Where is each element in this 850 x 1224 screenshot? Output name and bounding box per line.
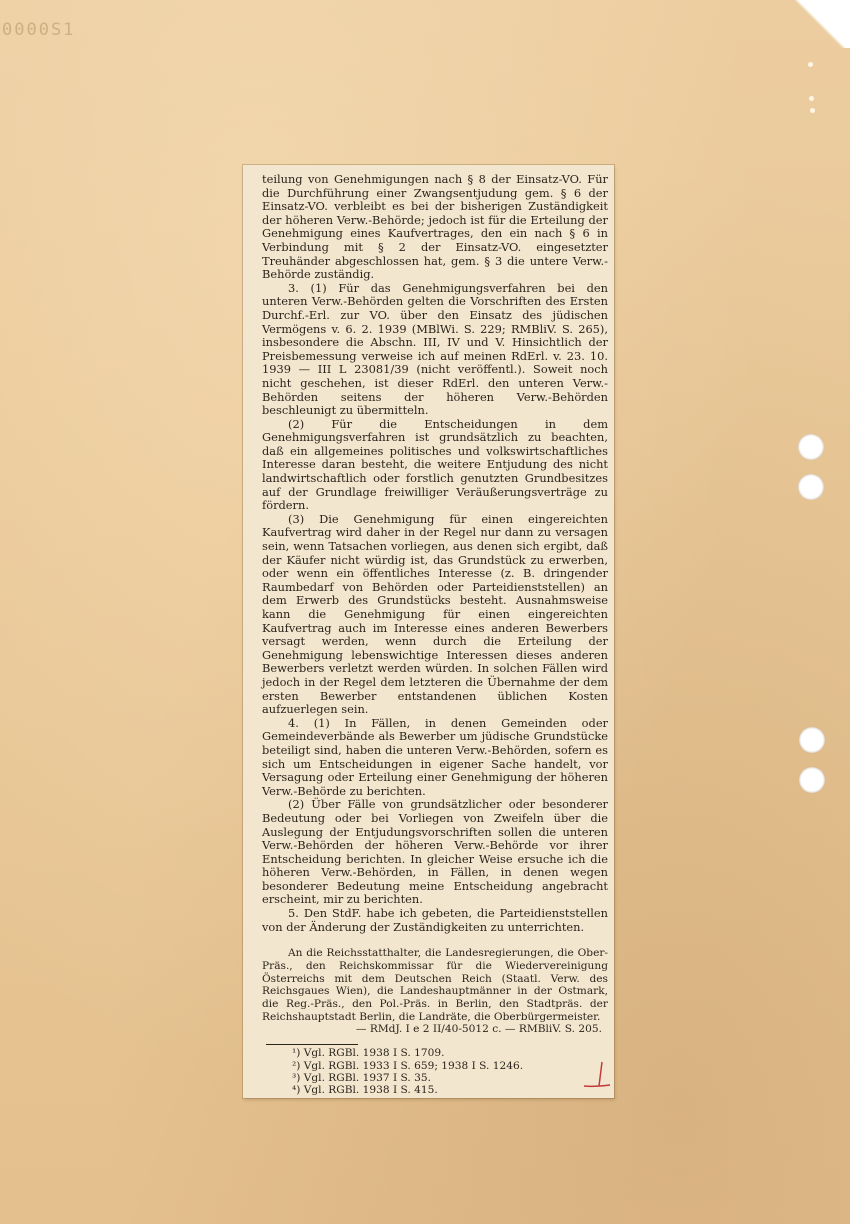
paragraph: (2) Für die Entscheidungen in dem Genehmigungsverfahren ist grundsätzlich zu beachten, daß ein allgemeines politisches und volkswirtschaftliches Interesse daran besteht, die weitere Entjudung des nicht landwirtschaftlich oder forstlich genutzten Grundbesitzes auf der Grundlage freiwilliger Veräußerungsverträge zu fördern. [262, 416, 608, 513]
footnote: ³) Vgl. RGBl. 1937 I S. 35. [292, 1071, 431, 1084]
footnote: ⁴) Vgl. RGBl. 1938 I S. 415. [292, 1084, 438, 1097]
pin-hole [808, 62, 813, 67]
clipping-text [262, 173, 608, 1097]
paragraph: 3. (1) Für das Genehmigungsverfahren bei den unteren Verw.-Behörden gelten die Vorschriften des Ersten Durchf.-Erl. zur VO. über den Einsatz des jüdischen Vermögens v. 6. 2. 1939 (MBlWi. S. 229; RMBliV. S. 265), insbesondere die Abschn. III, IV und V. Hinsichtlich der Preisbemessung verweise ich auf meinen RdErl. v. 23. 10. 1939 — III L 23081/39 (nicht veröffentl.). Soweit noch nicht geschehen, ist dieser RdErl. den unteren Verw.-Behörden seitens der höheren Verw.-Behörden beschleunigt zu übermitteln. [262, 280, 608, 418]
pin-hole [809, 96, 814, 101]
paragraph: (2) Über Fälle von grundsätzlicher oder besonderer Bedeutung oder bei Vorliegen von Zweifeln über die Auslegung der Entjudungsvorschriften sollen die unteren Verw.-Behörden der höheren Verw.-Behörde vor ihrer Entscheidung berichten. In gleicher Weise ersuche ich die höheren Verw.-Behörden, in Fällen, in denen wegen besonderer Bedeutung meine Entscheidung angebracht erscheint, mir zu berichten. [262, 797, 608, 907]
punch-hole [799, 727, 825, 753]
footnote: ²) Vgl. RGBl. 1933 I S. 659; 1938 I S. 1246. [292, 1059, 524, 1072]
reference-line: — RMdJ. I e 2 II/40-5012 c. — RMBliV. S. 205. [355, 1023, 602, 1036]
paragraph: 5. Den StdF. habe ich gebeten, die Parteidienststellen von der Änderung der Zuständigkeiten zu unterrichten. [262, 906, 608, 934]
pin-hole [810, 108, 815, 113]
red-pencil-mark [580, 1058, 616, 1090]
punch-hole [798, 474, 824, 500]
footnotes [292, 1047, 608, 1097]
punch-hole [798, 434, 824, 460]
torn-corner [790, 0, 850, 48]
addressee-list: An die Reichsstatthalter, die Landesregierungen, die Ober-Präs., den Reichskommissar für die Wiedervereinigung Österreichs mit dem Deutschen Reich (Staatl. Verw. des Reichsgaues Wien), die Landeshauptmänner in der Ostmark, die Reg.-Präs., den Pol.-Präs. in Berlin, den Stadtpräs. der Reichshauptstadt Berlin, die Landräte, die Oberbürgermeister. [262, 947, 608, 1023]
paragraph: (3) Die Genehmigung für einen eingereichten Kaufvertrag wird daher in der Regel nur dann zu versagen sein, wenn Tatsachen vorliegen, aus denen sich ergibt, daß der Käufer nicht würdig ist, das Grundstück zu erwerben, oder wenn ein öffentliches Interesse (z. B. dringender Raumbedarf von Behörden oder Parteidienststellen) an dem Erwerb des Grundstücks besteht. Ausnahmsweise kann die Genehmigung für einen eingereichten Kaufvertrag auch im Interesse eines anderen Bewerbers versagt werden, wenn durch die Erteilung der Genehmigung lebenswichtige Interessen dieses anderen Bewerbers verletzt werden würden. In solchen Fällen wird jedoch in der Regel dem letzteren die Übernahme der dem ersten Bewerber entstandenen üblichen Kosten aufzuerlegen sein. [262, 511, 608, 717]
archive-stamp: 0000S1 [2, 20, 76, 40]
paragraph: 4. (1) In Fällen, in denen Gemeinden oder Gemeindeverbände als Bewerber um jüdische Grundstücke beteiligt sind, haben die unteren Verw.-Behörden, sofern es sich um Entscheidungen in eigener Sache handelt, vor Versagung oder Erteilung einer Genehmigung der höheren Verw.-Behörde zu berichten. [262, 715, 608, 798]
footnote-rule [266, 1044, 358, 1045]
paragraph: teilung von Genehmigungen nach § 8 der Einsatz-VO. Für die Durchführung einer Zwangsentjudung gem. § 6 der Einsatz-VO. verbleibt es bei der bisherigen Zuständigkeit der höheren Verw.-Behörde; jedoch ist für die Erteilung der Genehmigung eines Kaufvertrages, den ein nach § 6 in Verbindung mit § 2 der Einsatz-VO. eingesetzter Treuhänder abgeschlossen hat, gem. § 3 die untere Verw.-Behörde zuständig. [262, 172, 608, 282]
punch-hole [799, 767, 825, 793]
footnote: ¹) Vgl. RGBl. 1938 I S. 1709. [292, 1047, 445, 1060]
